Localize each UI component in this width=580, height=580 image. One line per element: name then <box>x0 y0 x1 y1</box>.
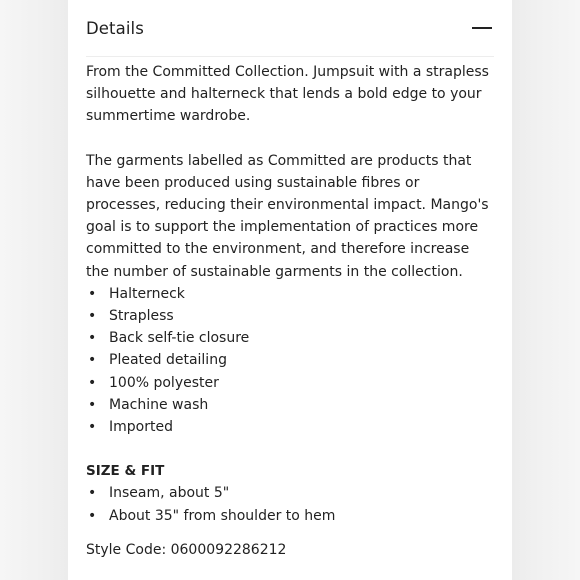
bullet-icon: • <box>88 507 97 524</box>
feature-text: 100% polyester <box>109 374 219 391</box>
feature-text: Strapless <box>109 308 174 325</box>
bullet-icon: • <box>88 419 97 436</box>
style-code: Style Code: 0600092286212 <box>86 541 287 558</box>
bullet-icon: • <box>88 374 97 391</box>
feature-text: Halterneck <box>109 285 185 302</box>
bullet-icon: • <box>88 352 97 369</box>
list-item <box>86 372 494 394</box>
list-item <box>86 394 494 416</box>
size-fit-heading: SIZE & FIT <box>86 463 165 480</box>
list-item <box>86 482 494 504</box>
details-content <box>86 57 494 561</box>
left-backdrop <box>0 0 68 580</box>
list-item <box>86 305 494 327</box>
size-fit-text: About 35" from shoulder to hem <box>109 507 336 524</box>
features-list <box>86 283 494 438</box>
list-item <box>86 505 494 527</box>
feature-text: Back self-tie closure <box>109 330 250 347</box>
bullet-icon: • <box>88 485 97 502</box>
committed-paragraph: The garments labelled as Committed are products that have been produced using sustainable fibres or processes, reducing their environmental impact. Mango's goal is to support the implementation of practices more committed to the environment, and therefore increase the number of sustainable garments in the collection. <box>86 152 489 280</box>
feature-text: Imported <box>109 419 173 436</box>
details-panel <box>68 0 512 580</box>
size-fit-list <box>86 482 494 526</box>
bullet-icon: • <box>88 330 97 347</box>
bullet-icon: • <box>88 285 97 302</box>
description-paragraph: From the Committed Collection. Jumpsuit with a strapless silhouette and halterneck that lends a bold edge to your summertime wardrobe. <box>86 64 489 125</box>
right-backdrop <box>512 0 580 580</box>
details-title: Details <box>86 18 144 38</box>
list-item <box>86 416 494 438</box>
list-item <box>86 327 494 349</box>
list-item <box>86 349 494 371</box>
size-fit-text: Inseam, about 5" <box>109 485 230 502</box>
bullet-icon: • <box>88 396 97 413</box>
bullet-icon: • <box>88 308 97 325</box>
feature-text: Pleated detailing <box>109 352 227 369</box>
list-item <box>86 283 494 305</box>
details-header[interactable] <box>86 0 494 57</box>
minus-icon[interactable] <box>472 18 492 38</box>
feature-text: Machine wash <box>109 396 209 413</box>
